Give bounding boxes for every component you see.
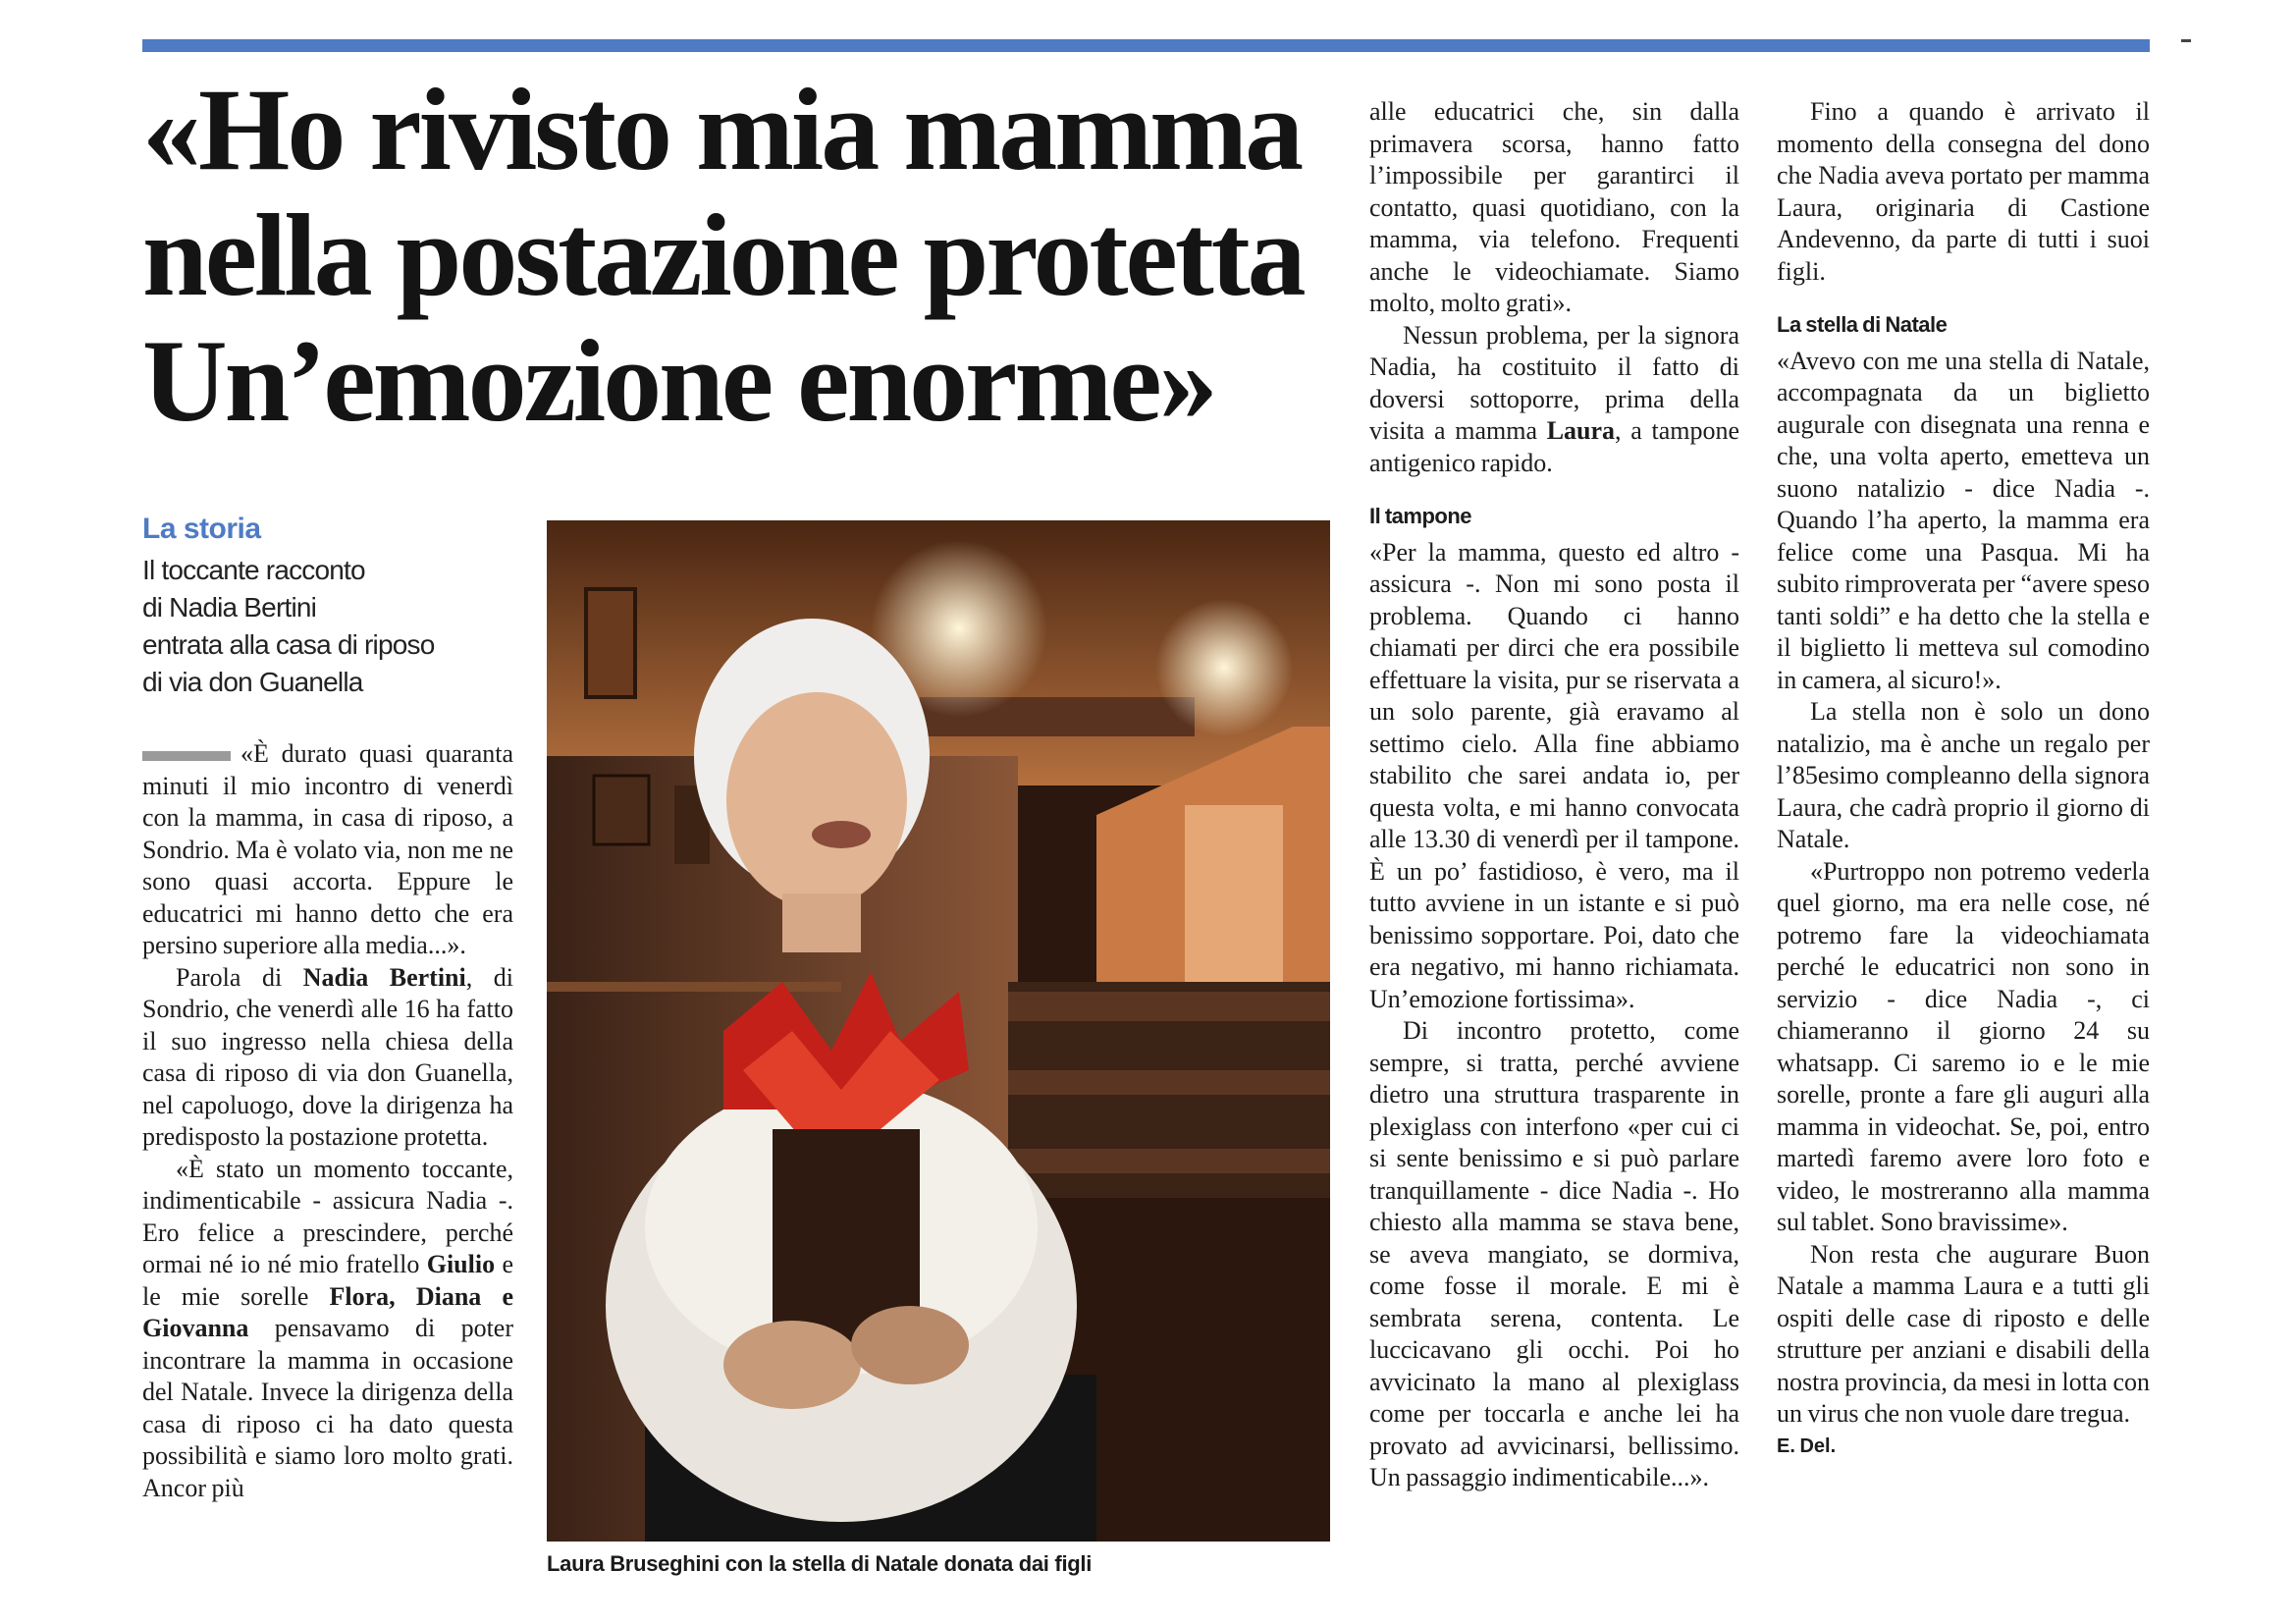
section-subheading: Il tampone [1369, 504, 1472, 528]
paragraph-text: , a tampone antigenico rapido. [1369, 416, 1739, 477]
paragraph-text: pensavamo di poter incontrare la mamma in occasione del Natale. Invece la dirigenza della casa di riposo ci ha dato questa possibilità e siamo loro molto grati. Ancor più [142, 1314, 513, 1502]
top-accent-rule [142, 39, 2150, 52]
person-name: Nadia Bertini [302, 962, 466, 992]
deck-line: Il toccante racconto [142, 555, 365, 585]
author-signature: E. Del. [1777, 1435, 1837, 1457]
paragraph-text: , di Sondrio, che venerdì alle 16 ha fatto il suo ingresso nella chiesa della casa di riposo di via don Guanella, nel capoluogo, dove la dirigenza ha predisposto la postazione protetta. [142, 962, 513, 1151]
section-subheading: La stella di Natale [1777, 312, 1948, 337]
deck-line: di Nadia Bertini [142, 592, 317, 623]
section-kicker: La storia [142, 513, 261, 545]
paragraph-text: e le mie sorelle [142, 1250, 513, 1311]
lead-bar [142, 751, 231, 761]
body-paragraph: «Avevo con me una stella di Natale, accompagnata da un biglietto augurale con disegnata una renna e che, una volta aperto, emetteva un suono natalizio - dice Nadia -. Quando l’ha aperto, la mamma era felice come una Pasqua. Mi ha subito rimproverata per “avere speso tanti soldi” e ha detto che la stella e il biglietto li metteva sul comodino in camera, al sicuro!». [1777, 346, 2150, 694]
body-paragraph [142, 962, 513, 1154]
article-column-1 [142, 738, 513, 1504]
article-column-3 [1777, 96, 2150, 1462]
person-name: Laura [1546, 416, 1616, 445]
body-paragraph: Non resta che augurare Buon Natale a mamma Laura e a tutti gli ospiti delle case di riposto e delle strutture per anziani e disabili della nostra provincia, da mesi in lotta con un virus che non vuole dare tregua. [1777, 1239, 2150, 1428]
article-column-2 [1369, 96, 1739, 1494]
headline-line: Un’emozione enorme» [142, 315, 1215, 446]
person-name: Flora, Diana e Giovanna [142, 1281, 513, 1342]
headline-line: «Ho rivisto mia mamma [142, 64, 1302, 194]
body-paragraph: «Per la mamma, questo ed altro - assicura -. Non mi sono posta il problema. Quando ci hanno chiamati per dirci che era possibile effettuare la visita, pur se riservata a un solo parente, già eravamo al settimo cielo. Alla fine abbiamo stabilito che sarei andata io, per questa volta, e mi hanno convocata alle 13.30 di venerdì per il tampone. È un po’ fastidioso, è vero, ma il tutto avviene in un istante e si può benissimo sopportare. Poi, dato che era negativo, mi hanno richiamata. Un’emozione fortissima». [1369, 537, 1739, 1013]
body-paragraph [142, 1154, 513, 1505]
body-paragraph: «Purtroppo non potremo vederla quel giorno, ma era nelle cose, né potremo fare la videochiamata perché le educatrici non sono in servizio - dice Nadia -, ci chiameranno il giorno 24 su whatsapp. Ci saremo io e le mie sorelle, pronte a fare gli auguri alla mamma in videochat. Se, poi, entro martedì faremo avere loro foto e video, le mostreranno alla mamma sul tablet. Sono bravissime». [1777, 856, 2150, 1236]
paragraph-text: «È durato quasi quaranta minuti il mio incontro di venerdì con la mamma, in casa di riposo, a Sondrio. Ma è volato via, non me ne sono quasi accorta. Eppure le educatrici mi hanno detto che era persino superiore alla media...». [142, 739, 513, 959]
body-paragraph: Fino a quando è arrivato il momento della consegna del dono che Nadia aveva portato per mamma Laura, originaria di Castione Andevenno, da parte di tutti i suoi figli. [1777, 97, 2150, 286]
paragraph-text: Nessun problema, per la signora Nadia, ha costituito il fatto di doversi sottoporre, prima della visita a mamma [1369, 320, 1739, 445]
photo-illustration [547, 520, 1330, 1542]
headline [142, 64, 1335, 446]
body-paragraph [1369, 320, 1739, 480]
body-paragraph: alle educatrici che, sin dalla primavera scorsa, hanno fatto l’impossibile per garantirci il contatto, quasi quotidiano, con la mamma, via telefono. Frequenti anche le videochiamate. Siamo molto, molto grati». [1369, 97, 1739, 317]
paragraph-text: Parola di [176, 962, 303, 992]
photo-caption: Laura Bruseghini con la stella di Natale donata dai figli [547, 1551, 1093, 1576]
body-paragraph: La stella non è solo un dono natalizio, ma è anche un regalo per l’85esimo compleanno della signora Laura, che cadrà proprio il giorno di Natale. [1777, 697, 2150, 853]
person-name: Giulio [426, 1250, 496, 1278]
headline-line: nella postazione protetta [142, 189, 1304, 320]
paragraph-text: «È stato un momento toccante, indimenticabile - assicura Nadia -. Ero felice a prescindere, perché ormai né io né mio fratello [142, 1154, 513, 1278]
scan-edge-mark [2181, 39, 2191, 42]
article-photo [547, 520, 1330, 1542]
deck-line: entrata alla casa di riposo [142, 629, 435, 660]
body-paragraph [142, 738, 513, 962]
body-paragraph: Di incontro protetto, come sempre, si tratta, perché avviene dietro una struttura trasparente in plexiglass con interfono «per cui ci si sente benissimo e si può parlare tranquillamente - dice Nadia -. Ho chiesto alla mamma se stava bene, se aveva mangiato, se dormiva, come fosse il morale. E mi è sembrata serena, contenta. Le luccicavano gli occhi. Poi ho avvicinato la mano al plexiglass come per toccarla e anche lei ha provato ad avvicinarsi, bellissimo. Un passaggio indimenticabile...». [1369, 1016, 1739, 1491]
deck-line: di via don Guanella [142, 667, 363, 697]
subheadline-deck [142, 552, 496, 701]
